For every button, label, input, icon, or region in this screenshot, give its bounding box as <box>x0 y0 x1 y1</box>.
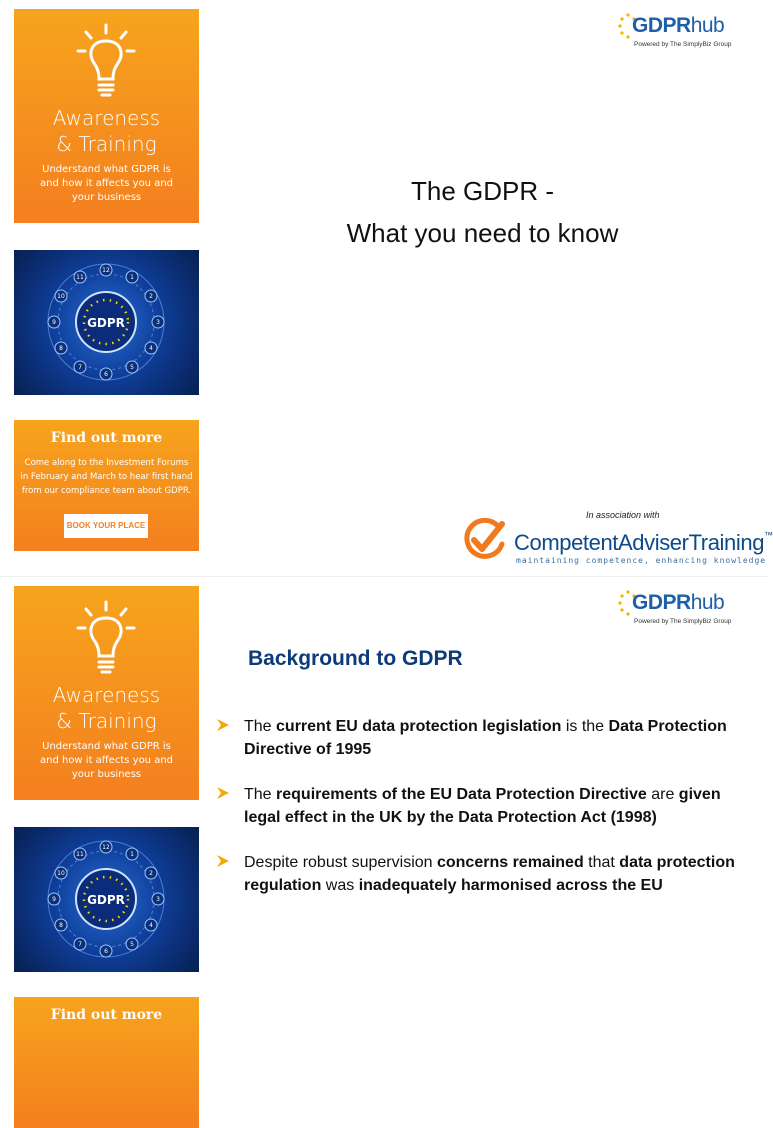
awareness-training-card[interactable] <box>14 586 199 800</box>
lightbulb-icon <box>76 23 136 101</box>
svg-text:7: 7 <box>78 364 82 371</box>
svg-text:2: 2 <box>149 293 153 300</box>
awareness-training-card[interactable] <box>14 9 199 223</box>
svg-text:9: 9 <box>52 319 56 326</box>
competent-adviser-training-logo: CompetentAdviserTraining™ maintaining competence, enhancing knowledge <box>460 516 750 568</box>
book-your-place-button[interactable]: BOOK YOUR PLACE <box>64 514 148 538</box>
checkmark-circle-icon <box>460 516 508 564</box>
gdpr-wheel-graphic <box>14 250 199 395</box>
slide-title: The GDPR - What you need to know <box>346 176 619 248</box>
svg-text:5: 5 <box>130 941 134 948</box>
arrow-bullet-icon <box>216 854 230 868</box>
svg-text:8: 8 <box>59 345 63 352</box>
lightbulb-icon <box>76 600 136 678</box>
gdprhub-powered-by: Powered by The SimplyBiz Group <box>634 618 732 625</box>
svg-text:4: 4 <box>149 345 153 352</box>
gdpr-wheel-card[interactable] <box>14 250 199 395</box>
awareness-description: Understand what GDPR is and how it affects you and your business <box>39 741 174 780</box>
svg-text:12: 12 <box>102 844 110 851</box>
svg-text:10: 10 <box>57 870 65 877</box>
section-heading: Background to GDPR <box>248 647 463 670</box>
gdprhub-wordmark: GDPRhub <box>632 591 725 614</box>
svg-text:3: 3 <box>156 896 160 903</box>
bullet-item: Despite robust supervision concerns remained that data protection regulation was inadequately harmonised across the EU <box>216 851 756 897</box>
arrow-bullet-icon <box>216 718 230 732</box>
svg-text:2: 2 <box>149 870 153 877</box>
svg-text:7: 7 <box>78 941 82 948</box>
svg-text:6: 6 <box>104 371 108 378</box>
find-out-more-card <box>14 997 199 1128</box>
gdprhub-wordmark: GDPRhub <box>632 14 725 37</box>
find-out-more-card <box>14 420 199 551</box>
awareness-description: Understand what GDPR is and how it affects you and your business <box>39 164 174 203</box>
svg-text:10: 10 <box>57 293 65 300</box>
gdprhub-logo <box>618 12 738 56</box>
gdpr-center-label: GDPR <box>87 893 125 907</box>
awareness-title: Awareness & Training <box>52 683 161 733</box>
svg-text:4: 4 <box>149 922 153 929</box>
gdpr-wheel-card[interactable] <box>14 827 199 972</box>
svg-text:5: 5 <box>130 364 134 371</box>
svg-text:1: 1 <box>130 274 134 281</box>
awareness-title: Awareness & Training <box>52 106 161 156</box>
svg-text:8: 8 <box>59 922 63 929</box>
arrow-bullet-icon <box>216 786 230 800</box>
findout-text: Come along to the Investment Forums in February and March to hear first hand from our compliance team about GDPR. <box>20 458 193 496</box>
gdprhub-logo <box>618 589 738 633</box>
association-label: In association with <box>586 510 660 520</box>
svg-text:1: 1 <box>130 851 134 858</box>
svg-text:11: 11 <box>76 851 84 858</box>
bullet-list <box>216 715 756 897</box>
gdprhub-powered-by: Powered by The SimplyBiz Group <box>634 41 732 48</box>
svg-text:3: 3 <box>156 319 160 326</box>
svg-text:6: 6 <box>104 948 108 955</box>
bullet-item: The requirements of the EU Data Protection Directive are given legal effect in the UK by the Data Protection Act (1998) <box>216 783 756 829</box>
svg-text:9: 9 <box>52 896 56 903</box>
svg-text:11: 11 <box>76 274 84 281</box>
svg-text:12: 12 <box>102 267 110 274</box>
findout-title: Find out more <box>50 1007 163 1023</box>
bullet-item: The current EU data protection legislation is the Data Protection Directive of 1995 <box>216 715 756 761</box>
gdpr-wheel-graphic <box>14 827 199 972</box>
slide-2 <box>0 576 768 1025</box>
findout-title: Find out more <box>50 430 163 446</box>
gdpr-center-label: GDPR <box>87 316 125 330</box>
